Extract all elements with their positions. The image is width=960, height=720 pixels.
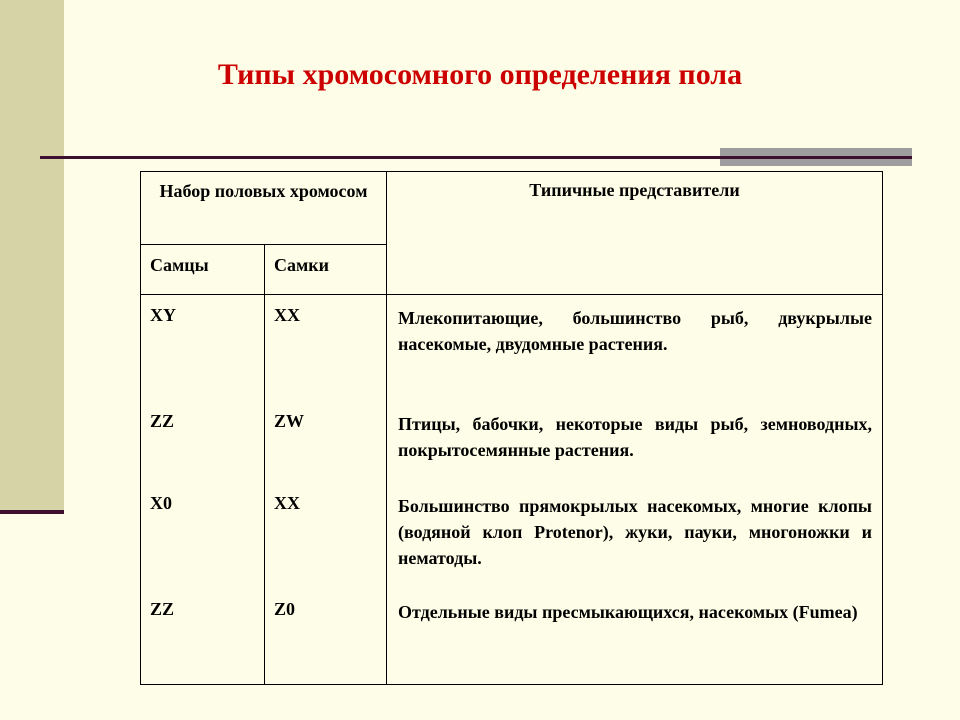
male-set-2: ZZ	[150, 411, 175, 431]
header-females: Самки	[265, 245, 387, 295]
male-set-1: XY	[150, 305, 176, 325]
representatives-1: Млекопитающие, большинство рыб, двукрылые насекомые, двудомные растения.	[398, 308, 872, 354]
representatives-4: Отдельные виды пресмыкающихся, насекомых (Fumea)	[398, 602, 858, 622]
slide-title: Типы хромосомного определения пола	[217, 58, 743, 91]
females-column	[265, 295, 387, 685]
table-header-row	[141, 172, 883, 245]
header-chromosome-set: Набор половых хромосом	[141, 172, 387, 245]
male-set-3: X0	[150, 493, 172, 513]
chromosome-table	[140, 171, 883, 685]
header-males: Самцы	[141, 245, 265, 295]
representatives-3: Большинство прямокрылых насекомых, многие клопы (водяной клоп Protenor), жуки, пауки, многоножки и нематоды.	[398, 496, 872, 568]
representatives-column	[387, 295, 883, 685]
female-set-2: ZW	[274, 411, 305, 431]
title-rule-accent-line	[720, 156, 912, 159]
males-column	[141, 295, 265, 685]
female-set-3: XX	[274, 493, 300, 513]
table-body-row	[141, 295, 883, 685]
female-set-4: Z0	[274, 599, 296, 619]
male-set-4: ZZ	[150, 599, 175, 619]
header-representatives: Типичные представители	[387, 172, 883, 295]
left-decor-line	[0, 510, 64, 514]
representatives-2: Птицы, бабочки, некоторые виды рыб, земноводных, покрытосемянные растения.	[398, 414, 872, 460]
female-set-1: XX	[274, 305, 300, 325]
